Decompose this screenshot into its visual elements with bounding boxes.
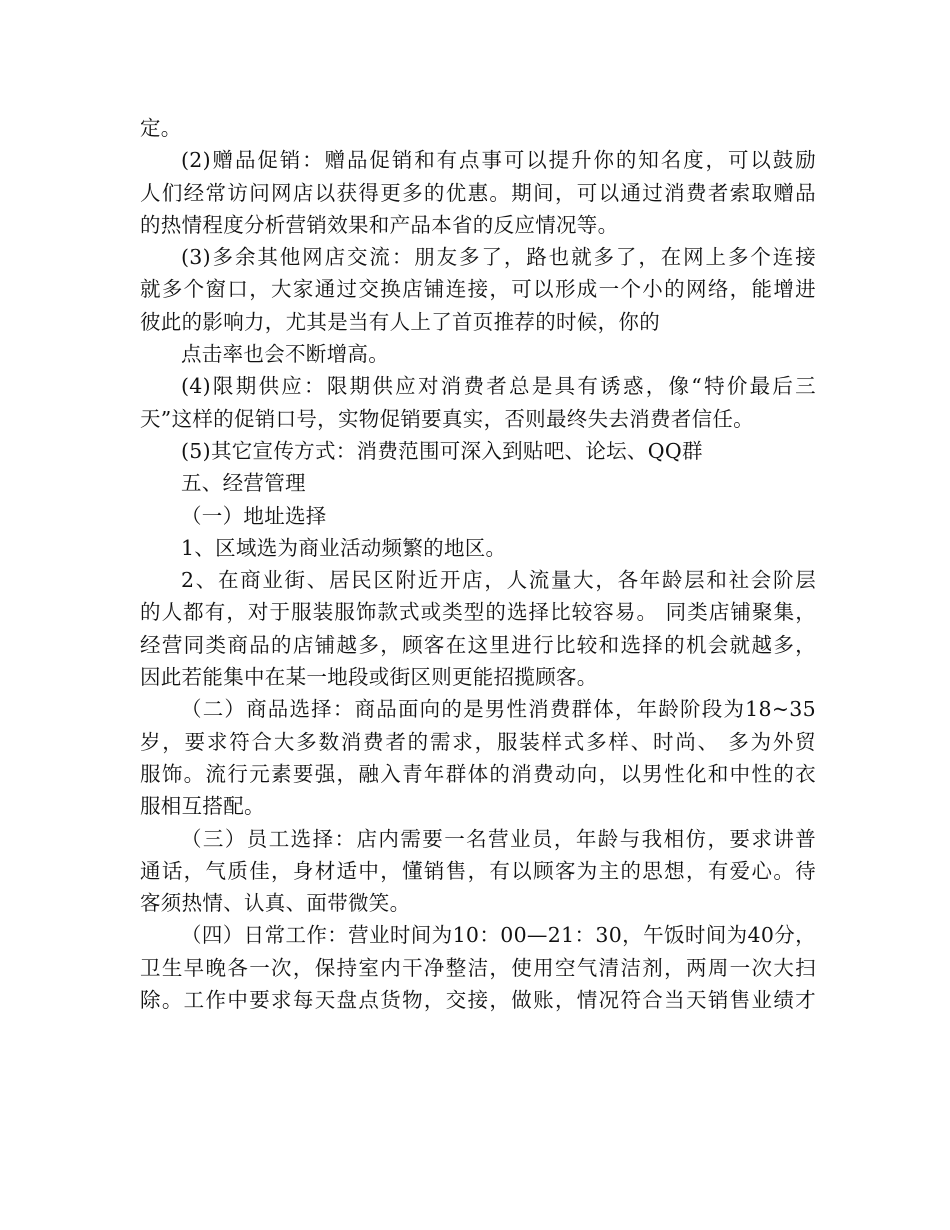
document-page [140,112,816,1016]
text-line: 定。 [140,116,182,140]
text-line: 因此若能集中在某一地段或街区则更能招揽顾客。 [140,665,598,690]
text-line: 彼此的影响力，尤其是当有人上了首页推荐的时候，你的 [140,309,660,334]
text-line: （四）日常工作：营业时间为10：00—21：30，午饭时间为40分， [181,923,816,948]
text-line: 通话，气质佳，身材适中，懂销售，有以顾客为主的思想，有爱心。待 [140,858,816,883]
text-line: 的人都有，对于服装服饰款式或类型的选择比较容易。 同类店铺聚集， [140,600,816,625]
text-line: 服相互搭配。 [140,794,265,819]
text-line: 的热情程度分析营销效果和产品本省的反应情况等。 [140,212,619,237]
text-line: (3)多余其他网店交流：朋友多了，路也就多了，在网上多个连接 [181,245,816,270]
text-line: 卫生早晚各一次，保持室内干净整洁，使用空气清洁剂，两周一次大扫 [140,955,816,980]
text-line: 2、在商业街、居民区附近开店，人流量大，各年龄层和社会阶层 [181,568,816,593]
text-line: 五、经营管理 [181,471,306,496]
text-line: 就多个窗口，大家通过交换店铺连接，可以形成一个小的网络，能增进 [140,277,816,302]
text-line: 服饰。流行元素要强，融入青年群体的消费动向，以男性化和中性的衣 [140,761,816,786]
text-line: 经营同类商品的店铺越多，顾客在这里进行比较和选择的机会就越多， [140,632,816,657]
text-line: 天”这样的促销口号，实物促销要真实，否则最终失去消费者信任。 [140,406,754,431]
text-line: 岁，要求符合大多数消费者的需求，服装样式多样、时尚、 多为外贸 [140,729,816,754]
text-line: (4)限期供应：限期供应对消费者总是具有诱惑，像“特价最后三 [181,374,816,399]
text-line: 1、区域选为商业活动频繁的地区。 [181,535,507,560]
text-line: (5)其它宣传方式：消费范围可深入到贴吧、论坛、QQ群 [181,438,703,463]
text-line: (2)赠品促销：赠品促销和有点事可以提升你的知名度，可以鼓励 [181,148,816,173]
text-line: （一）地址选择 [181,503,327,528]
text-line: （二）商品选择：商品面向的是男性消费群体，年龄阶段为18~35 [181,697,816,722]
text-line: 点击率也会不断增高。 [181,342,389,367]
text-line: 除。工作中要求每天盘点货物，交接，做账，情况符合当天销售业绩才 [140,988,816,1013]
text-line: 客须热情、认真、面带微笑。 [140,891,411,916]
text-line: 人们经常访问网店以获得更多的优惠。期间，可以通过消费者索取赠品 [140,180,816,205]
text-line: （三）员工选择：店内需要一名营业员，年龄与我相仿，要求讲普 [181,826,816,851]
